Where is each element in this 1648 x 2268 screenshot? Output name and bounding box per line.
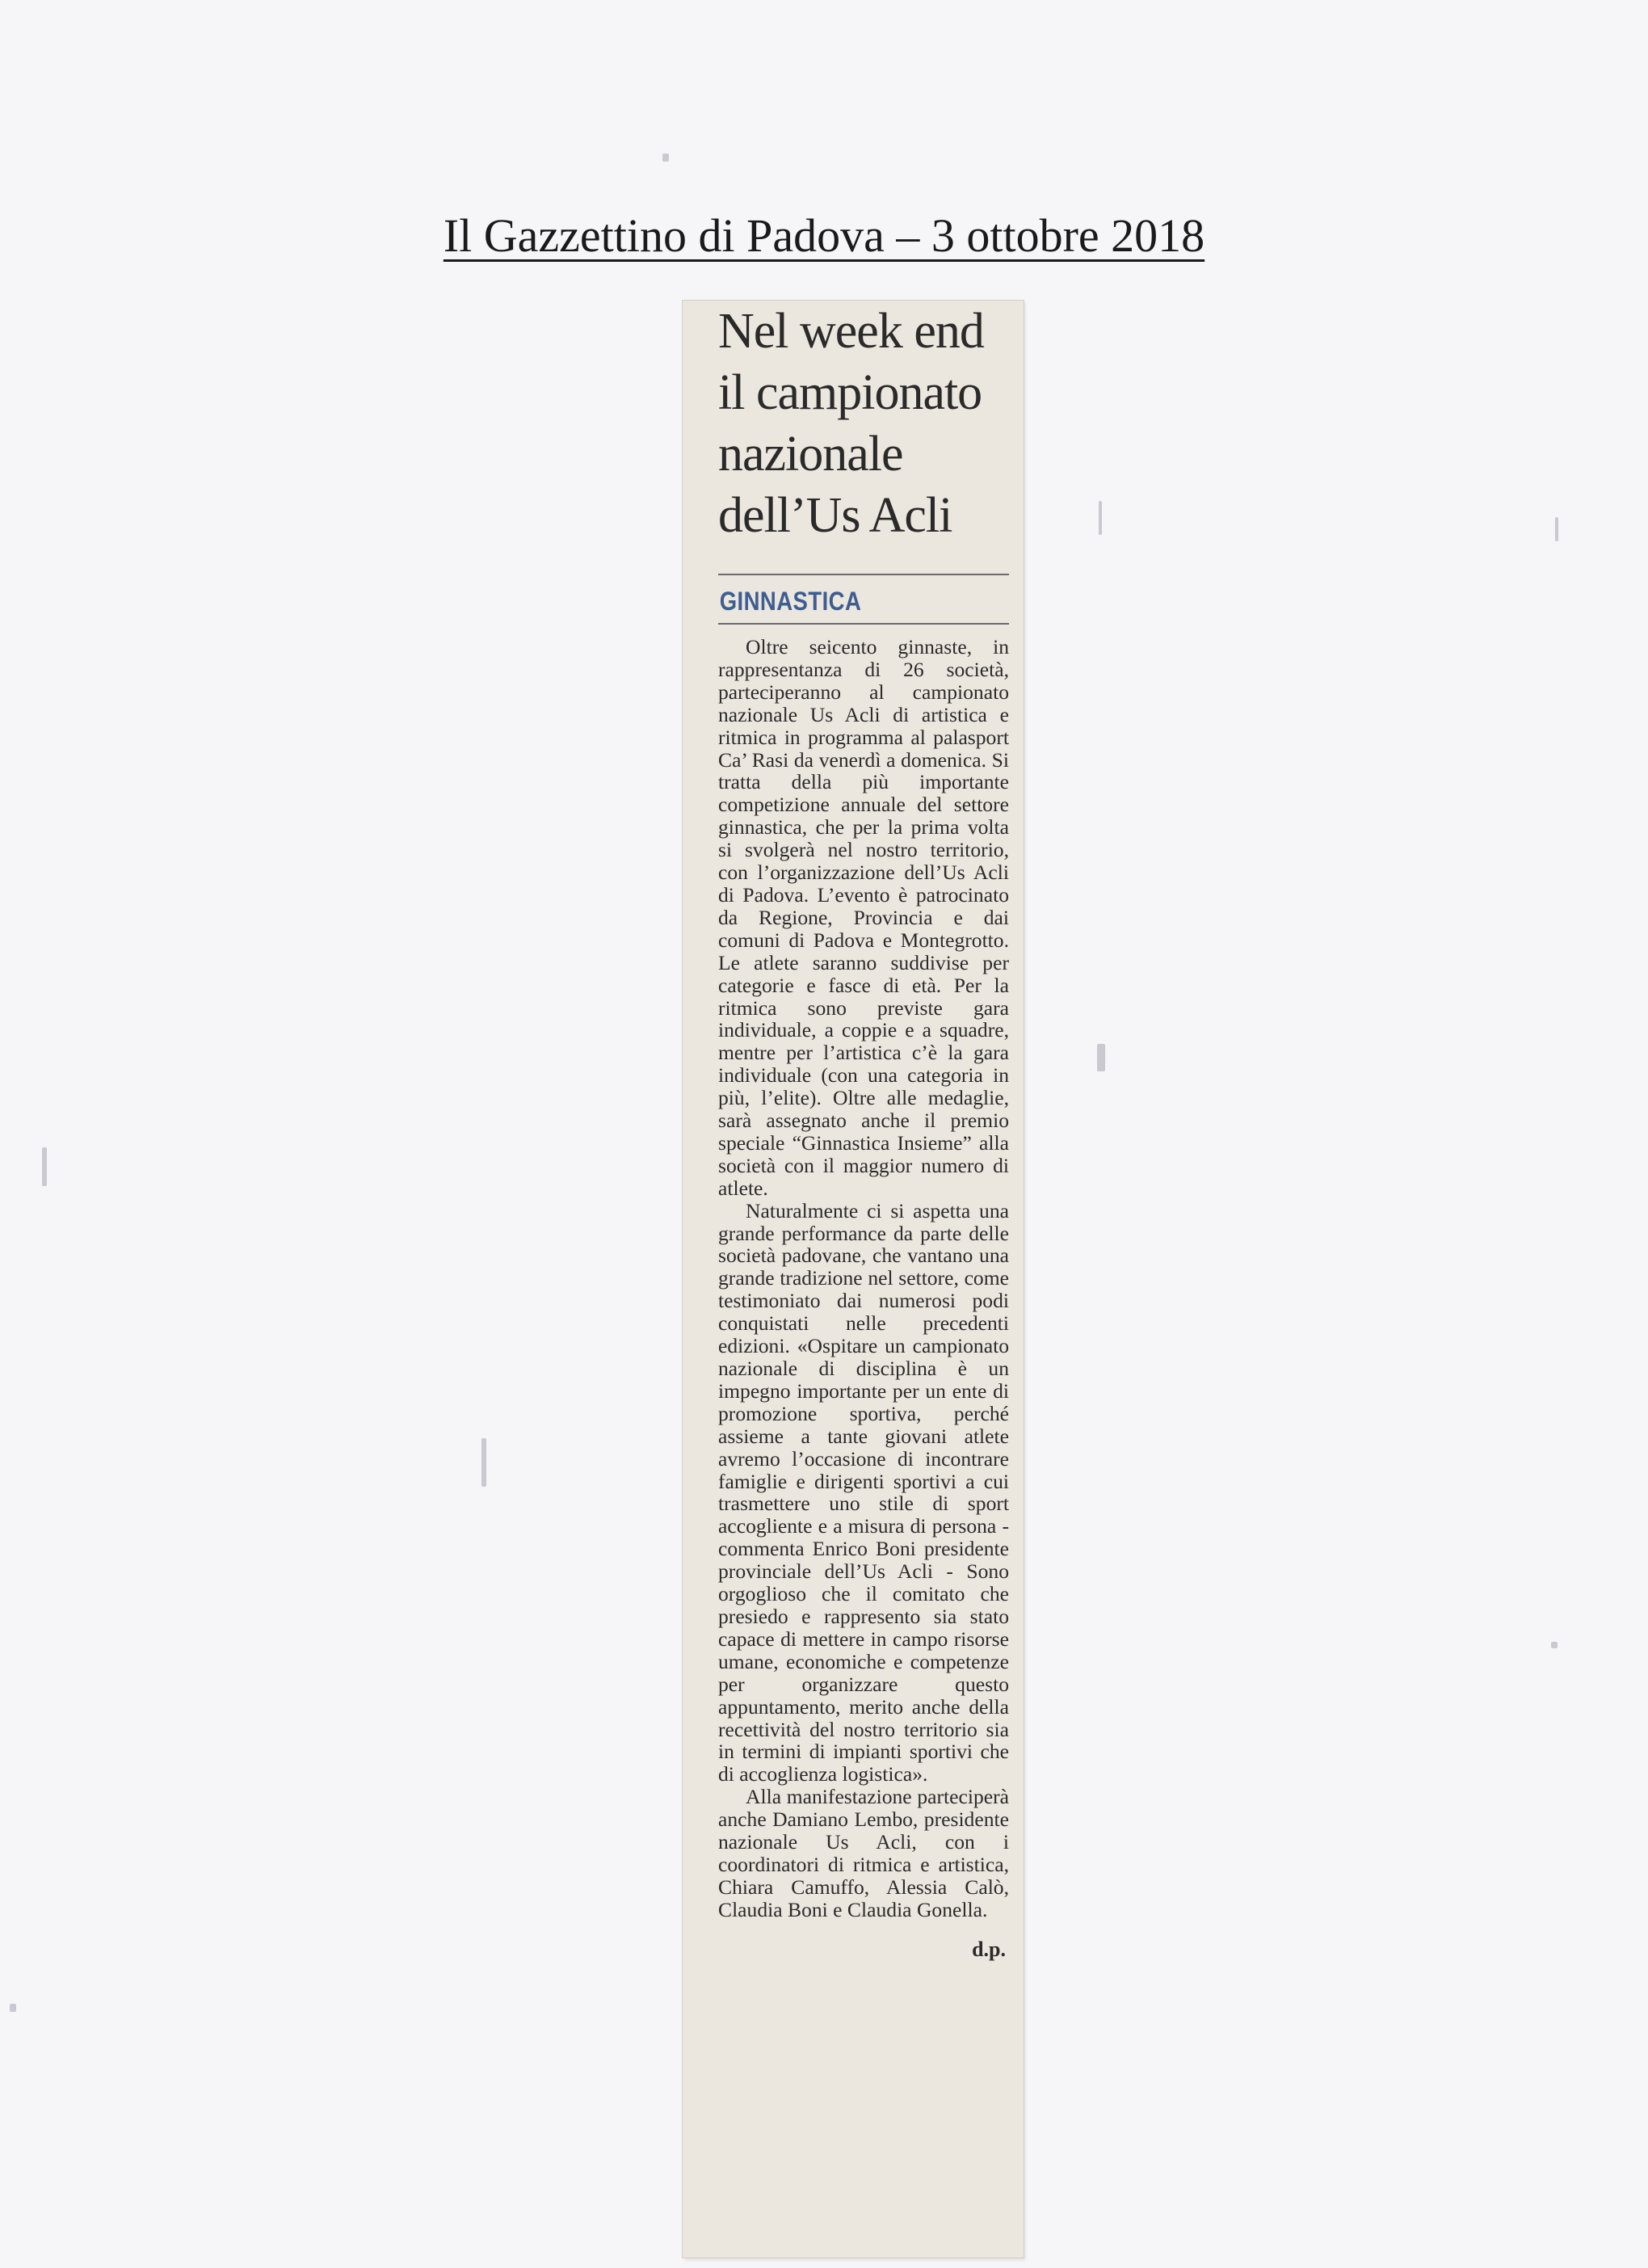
scan-speck	[1551, 1642, 1558, 1648]
article-paragraph-2: Naturalmente ci si aspetta una grande performance da parte delle società padovane, che vantano una grande tradizione nel settore, come testimoniato dai numerosi podi conquistati nelle precedenti edizioni. «Ospitare un campionato nazionale di disciplina è un impegno importante per un ente di promozione sportiva, perché assieme a tante giovani atlete avremo l’occasione di incontrare famiglie e dirigenti sportivi a cui trasmettere uno stile di sport accogliente e a misura di persona - commenta Enrico Boni presidente provinciale dell’Us Acli - Sono orgoglioso che il comitato che presiedo e rappresento sia stato capace di mettere in campo risorse umane, economiche e competenze per organizzare questo appuntamento, merito anche della recettività del nostro territorio sia in termini di impianti sportivi che di accoglienza logistica».	[718, 1198, 1009, 1786]
scan-speck	[1099, 501, 1102, 535]
scan-speck	[662, 154, 669, 162]
section-tag: GINNASTICA	[719, 587, 862, 616]
scan-speck	[1555, 517, 1558, 541]
source-caption: Il Gazzettino di Padova – 3 ottobre 2018	[443, 209, 1205, 262]
article-body	[718, 636, 1009, 1921]
section-rule-bottom	[718, 623, 1009, 625]
article-paragraph-1: Oltre seicento ginnaste, in rappresentanza di 26 società, parteciperanno al campionato nazionale Us Acli di artistica e ritmica in programma al palasport Ca’ Rasi da venerdì a domenica. Si tratta della più importante competizione annuale del settore ginnastica, che per la prima volta si svolgerà nel nostro territorio, con l’organizzazione dell’Us Acli di Padova. L’evento è patrocinato da Regione, Provincia e dai comuni di Padova e Montegrotto. Le atlete saranno suddivise per categorie e fasce di età. Per la ritmica sono previste gara individuale, a coppie e a squadre, mentre per l’artistica c’è la gara individuale (con una categoria in più, l’elite). Oltre alle medaglie, sarà assegnato anche il premio speciale “Ginnastica Insieme” alla società con il maggior numero di atlete.	[718, 635, 1009, 1200]
article-paragraph-3: Alla manifestazione parteciperà anche Damiano Lembo, presidente nazionale Us Acli, con i coordinatori di ritmica e artistica, Chiara Camuffo, Alessia Calò, Claudia Boni e Claudia Gonella.	[718, 1785, 1009, 1921]
newspaper-clipping	[683, 301, 1024, 2257]
scan-speck	[481, 1438, 486, 1487]
article-headline: Nel week end il campionato nazionale dell’Us Acli	[718, 304, 984, 543]
clipping-content	[718, 301, 1009, 1962]
scan-speck	[10, 2004, 16, 2012]
scan-speck	[42, 1147, 47, 1186]
scan-speck	[1097, 1044, 1105, 1071]
article-signature: d.p.	[972, 1937, 1006, 1961]
